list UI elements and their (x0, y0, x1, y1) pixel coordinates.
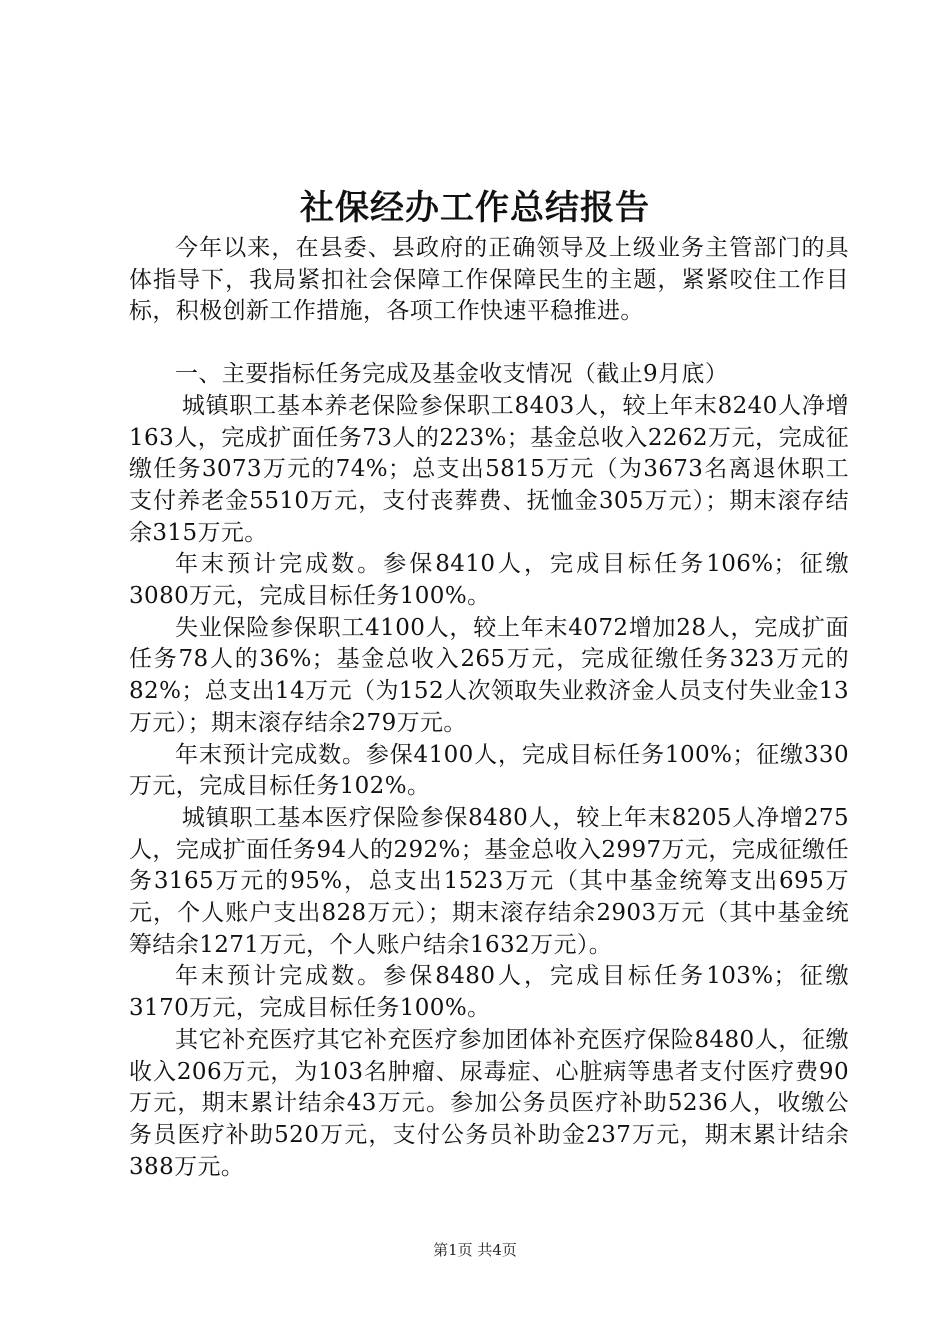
pension-insurance-paragraph: 城镇职工基本养老保险参保职工8403人，较上年末8240人净增163人，完成扩面任务73人的223%；基金总收入2262万元，完成征缴任务3073万元的74%；总支出5815万元（为3673名离退休职工支付养老金5510万元，支付丧葬费、抚恤金305万元）；期末滚存结余315万元。 (129, 392, 849, 546)
medical-forecast-paragraph: 年末预计完成数。参保8480人，完成目标任务103%；征缴3170万元，完成目标任务100%。 (129, 963, 849, 1022)
pension-forecast-paragraph: 年末预计完成数。参保8410人，完成目标任务106%；征缴3080万元，完成目标任务100%。 (129, 551, 849, 610)
unemployment-insurance-paragraph: 失业保险参保职工4100人，较上年末4072增加28人，完成扩面任务78人的36%；基金总收入265万元，完成征缴任务323万元的82%；总支出14万元（为152人次领取失业救济金人员支付失业金13万元）；期末滚存结余279万元。 (129, 614, 849, 736)
document-body (129, 233, 849, 1183)
section-heading: 一、主要指标任务完成及基金收支情况（截止9月底） (175, 361, 729, 388)
supplementary-medical-paragraph: 其它补充医疗其它补充医疗参加团体补充医疗保险8480人，征缴收入206万元，为103名肿瘤、尿毒症、心脏病等患者支付医疗费90万元，期末累计结余43万元。参加公务员医疗补助5236人，收缴公务员医疗补助520万元，支付公务员补助金237万元，期末累计结余388万元。 (129, 1026, 849, 1180)
unemployment-forecast-paragraph: 年末预计完成数。参保4100人，完成目标任务100%；征缴330万元，完成目标任务102%。 (129, 741, 849, 800)
page-footer: 第1页 共4页 (433, 1241, 517, 1259)
document-title: 社保经办工作总结报告 (300, 188, 650, 228)
intro-paragraph: 今年以来，在县委、县政府的正确领导及上级业务主管部门的具体指导下，我局紧扣社会保障工作保障民生的主题，紧紧咬住工作目标，积极创新工作措施，各项工作快速平稳推进。 (129, 235, 849, 325)
medical-insurance-paragraph: 城镇职工基本医疗保险参保8480人，较上年末8205人净增275人，完成扩面任务94人的292%；基金总收入2997万元，完成征缴任务3165万元的95%，总支出1523万元（其中基金统筹支出695万元，个人账户支出828万元）；期末滚存结余2903万元（其中基金统筹结余1271万元，个人账户结余1632万元）。 (129, 804, 849, 958)
